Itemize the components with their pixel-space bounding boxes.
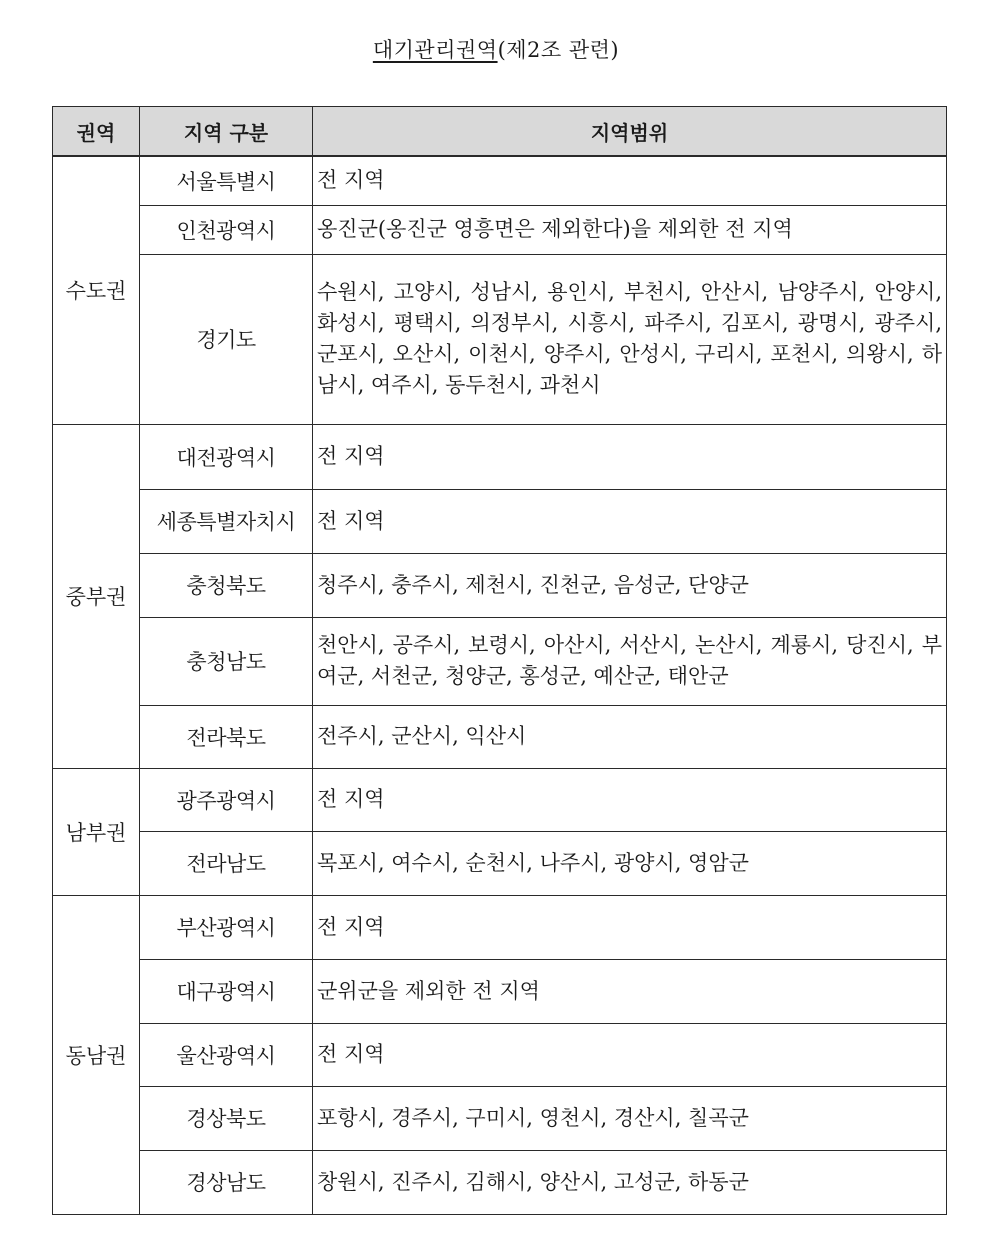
scope-cell: 전 지역 — [313, 424, 947, 489]
table-row — [53, 1086, 947, 1150]
table-row — [53, 617, 947, 705]
header-zone: 권역 — [53, 107, 140, 157]
table-row — [53, 205, 947, 254]
header-row — [53, 107, 947, 157]
division-cell: 전라북도 — [140, 705, 313, 768]
division-cell: 대구광역시 — [140, 959, 313, 1023]
scope-cell: 창원시, 진주시, 김해시, 양산시, 고성군, 하동군 — [313, 1150, 947, 1214]
table-row — [53, 424, 947, 489]
division-cell: 전라남도 — [140, 831, 313, 895]
document-title — [0, 34, 992, 64]
division-cell: 부산광역시 — [140, 895, 313, 959]
table-row — [53, 489, 947, 553]
scope-cell: 전 지역 — [313, 1023, 947, 1086]
table-row — [53, 831, 947, 895]
division-cell: 충청북도 — [140, 553, 313, 617]
table-row — [53, 959, 947, 1023]
scope-cell: 전 지역 — [313, 489, 947, 553]
header-scope: 지역범위 — [313, 107, 947, 157]
scope-cell: 전주시, 군산시, 익산시 — [313, 705, 947, 768]
scope-cell: 전 지역 — [313, 768, 947, 831]
division-cell: 경기도 — [140, 254, 313, 424]
region-table — [52, 106, 947, 1215]
scope-cell: 천안시, 공주시, 보령시, 아산시, 서산시, 논산시, 계룡시, 당진시, 부여군, 서천군, 청양군, 홍성군, 예산군, 태안군 — [313, 617, 947, 705]
scope-cell: 옹진군(옹진군 영흥면은 제외한다)을 제외한 전 지역 — [313, 205, 947, 254]
scope-cell: 전 지역 — [313, 895, 947, 959]
division-cell: 서울특별시 — [140, 156, 313, 205]
table-row — [53, 156, 947, 205]
header-division: 지역 구분 — [140, 107, 313, 157]
zone-cell: 동남권 — [53, 895, 140, 1214]
scope-cell: 수원시, 고양시, 성남시, 용인시, 부천시, 안산시, 남양주시, 안양시, 화성시, 평택시, 의정부시, 시흥시, 파주시, 김포시, 광명시, 광주시, 군포시, 오산시, 이천시, 양주시, 안성시, 구리시, 포천시, 의왕시, 하남시, 여주시, 동두천시, 과천시 — [313, 254, 947, 424]
title-main: 대기관리권역 — [372, 38, 498, 62]
division-cell: 대전광역시 — [140, 424, 313, 489]
division-cell: 충청남도 — [140, 617, 313, 705]
division-cell: 세종특별자치시 — [140, 489, 313, 553]
zone-cell: 수도권 — [53, 156, 140, 424]
table-row — [53, 768, 947, 831]
division-cell: 경상남도 — [140, 1150, 313, 1214]
scope-cell: 군위군을 제외한 전 지역 — [313, 959, 947, 1023]
division-cell: 경상북도 — [140, 1086, 313, 1150]
division-cell: 광주광역시 — [140, 768, 313, 831]
scope-cell: 목포시, 여수시, 순천시, 나주시, 광양시, 영암군 — [313, 831, 947, 895]
zone-cell: 중부권 — [53, 424, 140, 768]
division-cell: 인천광역시 — [140, 205, 313, 254]
table-row — [53, 553, 947, 617]
table-row — [53, 1150, 947, 1214]
table-row — [53, 895, 947, 959]
scope-cell: 전 지역 — [313, 156, 947, 205]
table-row — [53, 1023, 947, 1086]
table-row — [53, 254, 947, 424]
scope-cell: 청주시, 충주시, 제천시, 진천군, 음성군, 단양군 — [313, 553, 947, 617]
table-row — [53, 705, 947, 768]
scope-cell: 포항시, 경주시, 구미시, 영천시, 경산시, 칠곡군 — [313, 1086, 947, 1150]
division-cell: 울산광역시 — [140, 1023, 313, 1086]
zone-cell: 남부권 — [53, 768, 140, 895]
title-suffix: (제2조 관련) — [497, 38, 620, 62]
